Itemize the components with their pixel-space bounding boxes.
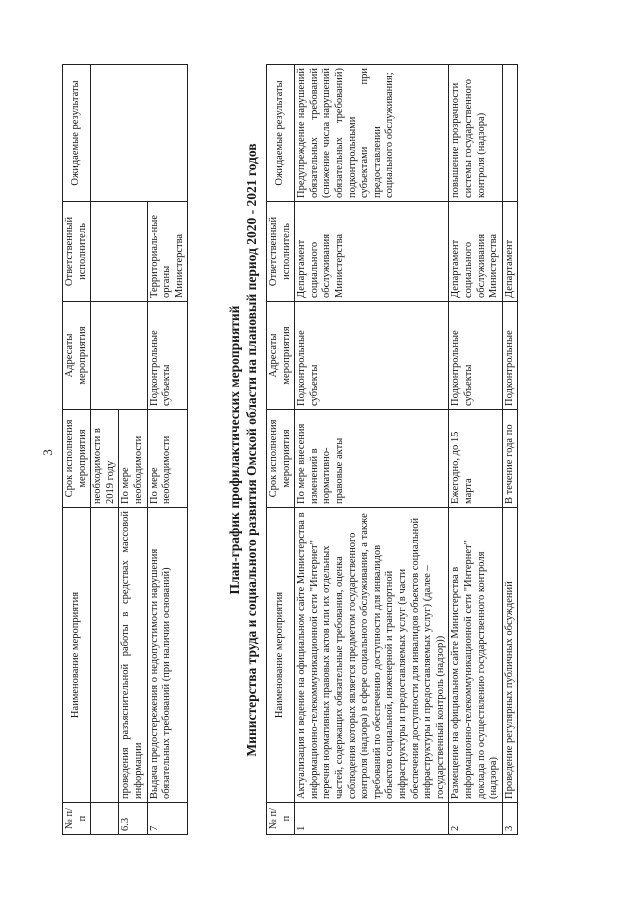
page-number: 3 <box>40 449 55 456</box>
plan-schedule-table <box>266 64 518 835</box>
row-name: Проведение регулярных публичных обсуждений <box>502 508 518 803</box>
row-results <box>91 65 188 202</box>
header-addressees: Адресаты мероприятия <box>63 302 91 410</box>
row-responsible: Территориаль-ные органы Министерства <box>147 202 188 302</box>
table-row <box>295 65 449 835</box>
header-responsible: Ответственный исполнитель <box>267 202 295 302</box>
plan-subtitle: Министерства труда и социального развития Омской области на плановый период 2020 - 2021 годов <box>244 143 259 757</box>
row-name <box>91 508 119 803</box>
table-row <box>502 65 518 835</box>
row-term: По мере внесения изменений в нормативно-правовые акты <box>295 410 449 508</box>
header-name: Наименование мероприятия <box>267 508 295 803</box>
table-header-row <box>267 65 295 835</box>
row-responsible <box>91 202 147 302</box>
row-responsible: Департамент социального обслуживания Министерства <box>449 202 502 302</box>
row-addressees <box>91 302 147 410</box>
table-row <box>449 65 502 835</box>
row-responsible: Департамент <box>502 202 518 302</box>
row-results: повышение прозрачности системы государственного контроля (надзора) <box>449 65 502 202</box>
plan-title: План-график профилактических мероприятий <box>227 305 242 595</box>
row-addressees: Подконтрольные субъекты <box>449 302 502 410</box>
header-num: № п/п <box>267 803 295 835</box>
header-results: Ожидаемые результаты <box>63 65 91 202</box>
row-num: 3 <box>502 803 518 835</box>
table-row <box>91 65 119 835</box>
header-results: Ожидаемые результаты <box>267 65 295 202</box>
table-header-row <box>63 65 91 835</box>
row-results: Предупреждение нарушений обязательных требований (снижение числа нарушений обязательных требований) подконтрольными субъектами при предоставлении социального обслуживания; <box>295 65 449 202</box>
row-addressees: Подконтрольные <box>502 302 518 410</box>
row-name: проведения разъяснительной работы в средствах массовой информации <box>119 508 147 803</box>
row-term: необходимости в 2019 году <box>91 410 119 508</box>
events-table-continued <box>62 64 188 835</box>
row-name: Актуализация и ведение на официальном сайте Министерства в информационно-телекоммуникационной сети "Интернет" перечня нормативных правовых актов или их отдельных частей, содержащих обязательные требования, оценка соблюдения которых является предметом государственного контроля (надзора) в сфере социального обслуживания, а также требований по обеспечению доступности для инвалидов объектов социальной, инженерной и транспортной инфраструктуры и предоставляемых услуг (в части обеспечения доступности для инвалидов объектов социальной инфраструктуры и предоставляемых услуг) (далее – государственный контроль (надзор)) <box>295 508 449 803</box>
row-responsible: Департамент социального обслуживания Министерства <box>295 202 449 302</box>
row-name: Размещение на официальном сайте Министерства в информационно-телекоммуникационной сети "Интернет" доклада по осуществлению государственного контроля (надзора) <box>449 508 502 803</box>
header-num: № п/п <box>63 803 91 835</box>
header-term: Срок исполнения мероприятия <box>267 410 295 508</box>
row-results <box>502 65 518 202</box>
row-num: 2 <box>449 803 502 835</box>
row-term: По мере необходимости <box>119 410 147 508</box>
row-addressees: Подконтрольные субъекты <box>295 302 449 410</box>
header-responsible: Ответственный исполнитель <box>63 202 91 302</box>
row-num: 1 <box>295 803 449 835</box>
row-term: Ежегодно, до 15 марта <box>449 410 502 508</box>
row-num: 6.3 <box>119 803 147 835</box>
row-num: 7 <box>147 803 188 835</box>
header-term: Срок исполнения мероприятия <box>63 410 91 508</box>
row-num <box>91 803 119 835</box>
header-addressees: Адресаты мероприятия <box>267 302 295 410</box>
row-name: Выдача предостережения о недопустимости нарушения обязательных требований (при наличии оснований) <box>147 508 188 803</box>
header-name: Наименование мероприятия <box>63 508 91 803</box>
row-term: По мере необходимости <box>147 410 188 508</box>
row-term: В течение года по <box>502 410 518 508</box>
row-addressees: Подконтрольные субъекты <box>147 302 188 410</box>
